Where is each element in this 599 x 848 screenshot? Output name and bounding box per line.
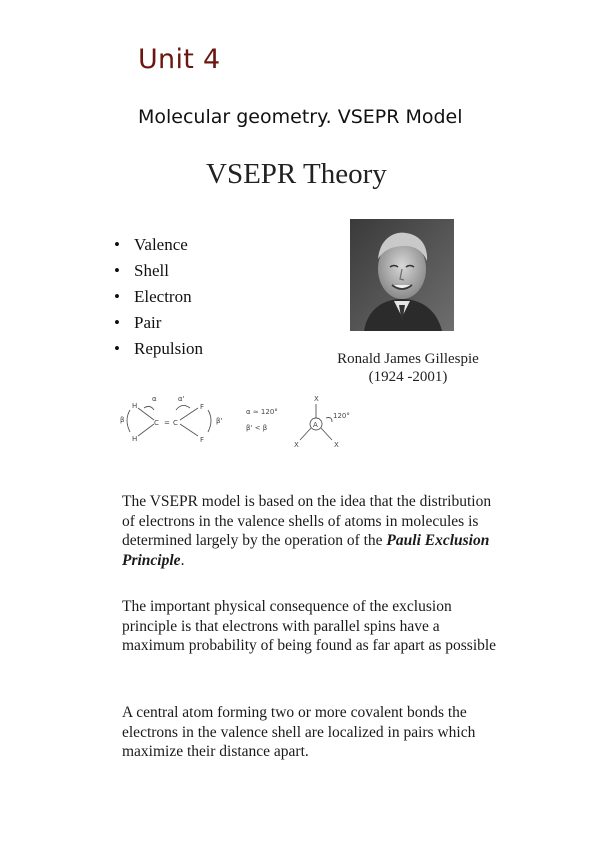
caption-name: Ronald James Gillespie (337, 351, 479, 367)
bullet-icon: • (114, 287, 120, 306)
unit-title: Unit 4 (138, 44, 221, 75)
caption-years: (1924 -2001) (368, 369, 448, 385)
sketch-label: H (132, 402, 138, 410)
acronym-word: Valence (134, 235, 188, 254)
list-item (114, 284, 203, 310)
sketch-label: H (132, 435, 138, 443)
bullet-icon: • (114, 313, 120, 332)
sketch-label: X (314, 395, 319, 403)
vsepr-heading: VSEPR Theory (206, 158, 387, 190)
acronym-word: Shell (134, 261, 169, 280)
sketch-label: α (152, 395, 157, 403)
sketch-label: C (154, 419, 159, 427)
sketch-label: F (200, 403, 205, 411)
acronym-word: Pair (134, 313, 162, 332)
list-item (114, 232, 203, 258)
list-item (114, 258, 203, 284)
sketch-note: β' < β (246, 424, 268, 432)
sketch-label: α' (178, 395, 185, 403)
sketch-label: F (200, 436, 205, 444)
sketch-label: β' (216, 417, 223, 425)
sketch-label: X (294, 441, 299, 449)
sketch-label: 120° (333, 412, 350, 420)
paragraph-text: The VSEPR model is based on the idea that the distribution of electrons in the valence shells of atoms in molecules is determined largely by the operation of the (122, 493, 492, 549)
bullet-icon: • (114, 235, 120, 254)
acronym-word: Electron (134, 287, 192, 306)
molecular-geometry-sketch-icon (112, 392, 382, 454)
paragraph-consequence: The important physical consequence of the exclusion principle is that electrons with parallel spins have a maximum probability of being found as far apart as possible (122, 598, 497, 654)
bullet-icon: • (114, 261, 120, 280)
portrait-caption (328, 350, 488, 386)
sketch-label: C (173, 419, 178, 427)
person-photo-icon (350, 219, 454, 331)
bullet-icon: • (114, 339, 120, 358)
paragraph-text: . (180, 551, 185, 569)
sketch-label: A (313, 421, 318, 429)
sketch-note: α ≃ 120° (246, 408, 278, 416)
sketch-label: X (334, 441, 339, 449)
acronym-word: Repulsion (134, 339, 203, 358)
list-item (114, 336, 203, 362)
pauli-principle-emphasis: Pauli Exclusion Principle (122, 532, 490, 569)
acronym-list (114, 232, 203, 362)
portrait-photo (350, 219, 454, 331)
sketch-label: = (164, 419, 170, 427)
list-item (114, 310, 203, 336)
paragraph-pauli (122, 492, 502, 570)
slide-subtitle: Molecular geometry. VSEPR Model (138, 106, 463, 128)
paragraph-central-atom: A central atom forming two or more covalent bonds the electrons in the valence shell are localized in pairs which maximize their distance apart. (122, 704, 476, 760)
sketch-label: β (120, 416, 125, 424)
